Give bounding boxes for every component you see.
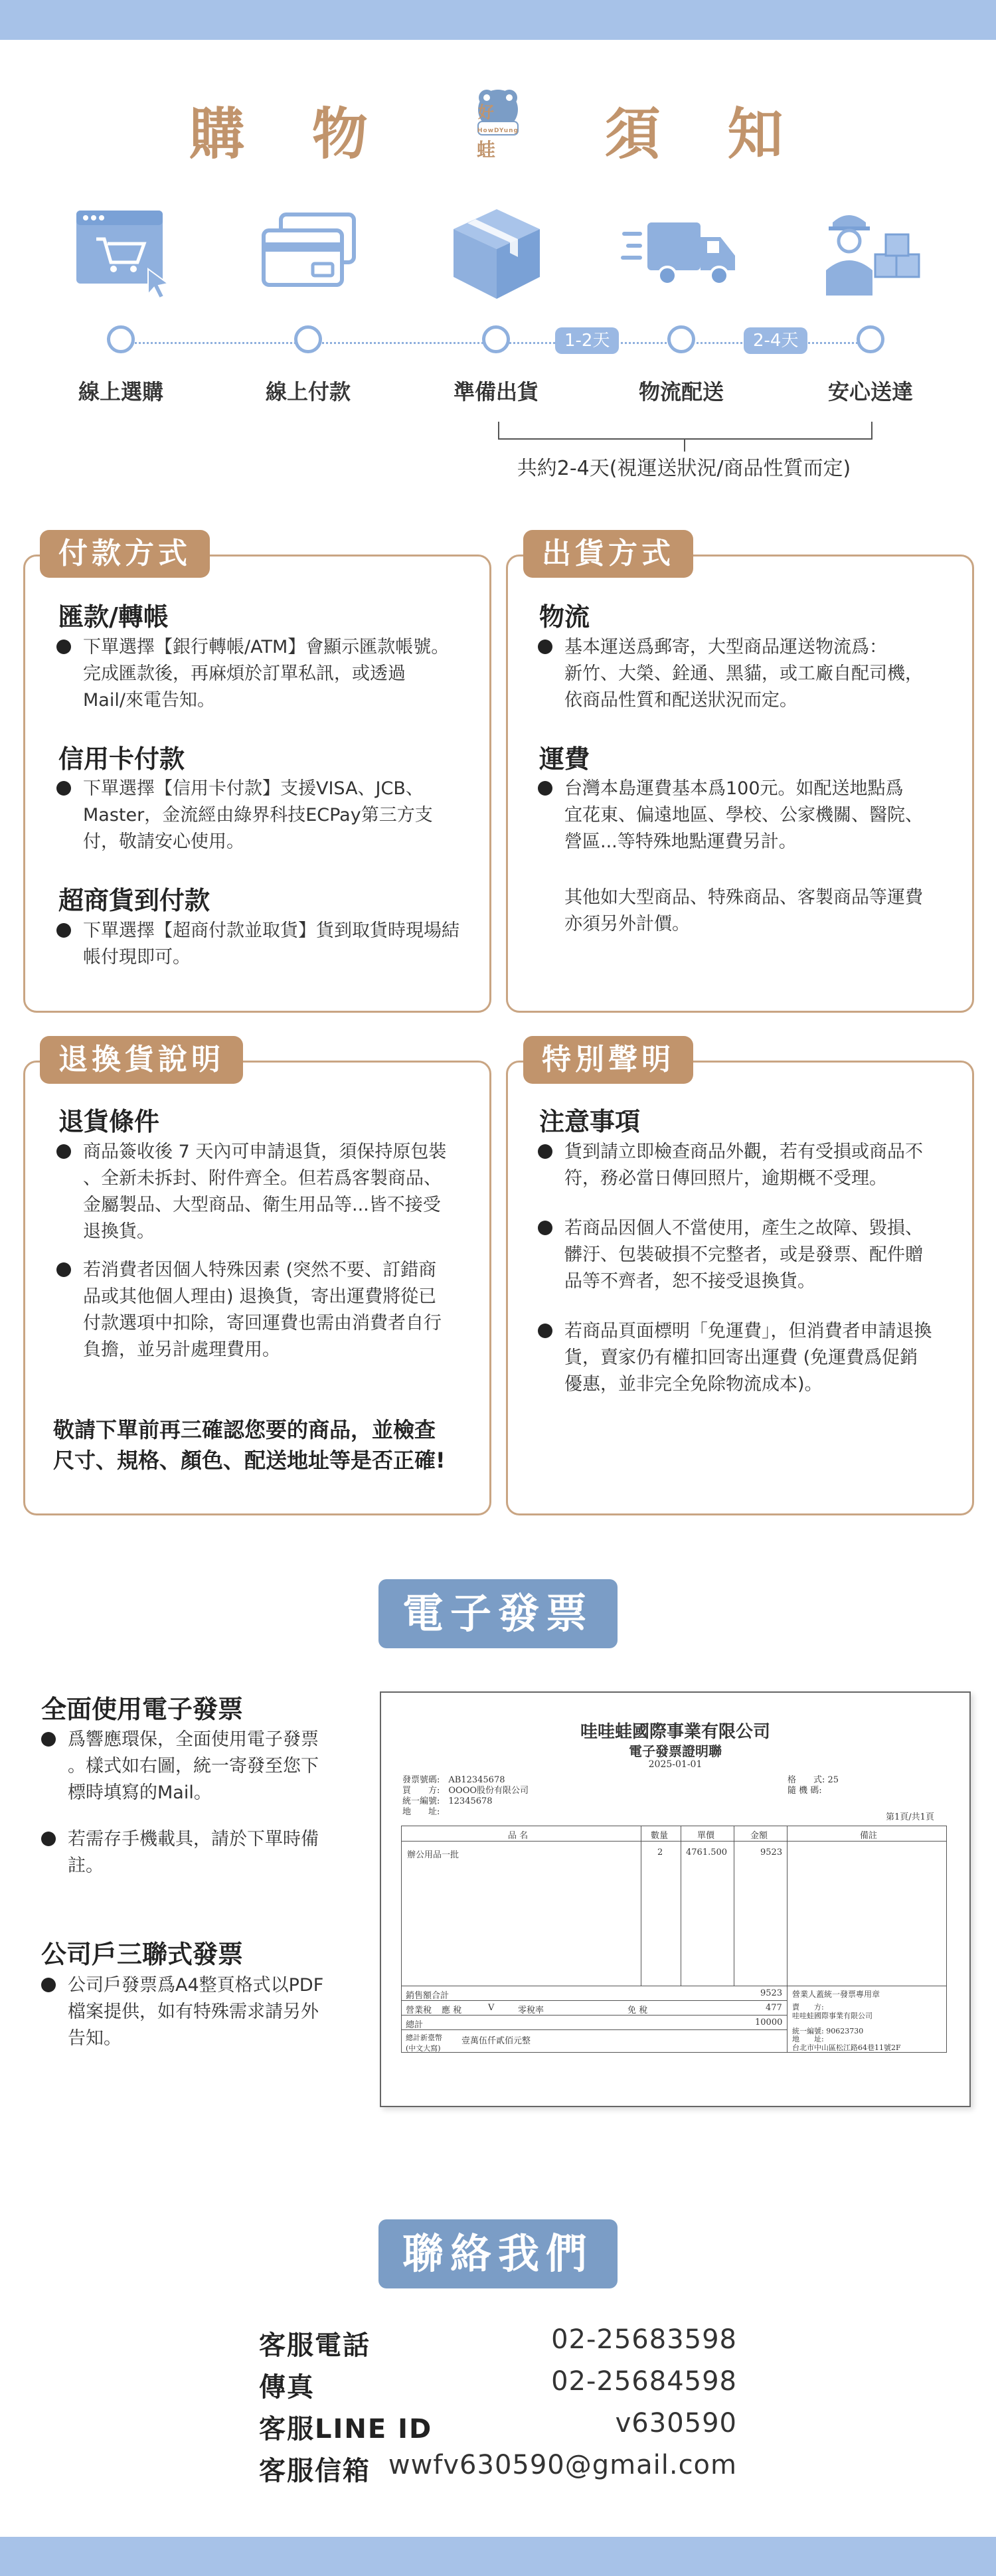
col-header-qty: 數量 bbox=[651, 1831, 669, 1841]
payment-item-transfer: 下單選擇【銀行轉帳/ATM】會顯示匯款帳號。 完成匯款後，再麻煩於訂單私訊，或透過 Mail/來電告知。 bbox=[56, 634, 481, 714]
shipping-item-fee: 台灣本島運費基本爲100元。如配送地點爲 宜花東、偏遠地區、學校、公家機關、醫院、 營區...等特殊地點運費另計。 bbox=[538, 776, 963, 855]
timeline-dot bbox=[294, 325, 322, 353]
stamp-seller: 賣 方: 哇哇蛙國際事業有限公司 bbox=[792, 2003, 872, 2020]
total-label: 總計 bbox=[406, 2020, 424, 2030]
bullet bbox=[538, 1324, 552, 1338]
row-item-name: 辦公用品一批 bbox=[407, 1850, 459, 1860]
duration-note: 共約2-4天(視運送狀況/商品性質而定) bbox=[517, 457, 851, 480]
einvoice-item-eco: 爲響應環保，全面使用電子發票 。樣式如右圖，統一寄發至您下 標時填寫的Mail。 bbox=[41, 1727, 353, 1806]
notice-item-misuse: 若商品因個人不當使用，產生之故障、毀損、 髒汙、包裝破損不完整者，或是發票、配件贈 品等不齊者，恕不接受退換貨。 bbox=[538, 1215, 963, 1295]
bullet bbox=[41, 1832, 56, 1846]
contact-email-value[interactable]: wwfv630590@gmail.com bbox=[388, 2450, 737, 2480]
row-item-amount: 9523 bbox=[760, 1847, 783, 1857]
stamp-seller-address: 地 址: 台北市中山區松江路64巷11號2F bbox=[792, 2035, 901, 2052]
courier-icon bbox=[815, 203, 922, 302]
payment-heading-transfer: 匯款/轉帳 bbox=[58, 602, 169, 632]
duration-tag-2: 2-4天 bbox=[744, 327, 807, 354]
top-banner bbox=[0, 0, 996, 40]
bullet bbox=[56, 1144, 71, 1159]
col-header-note: 備註 bbox=[860, 1831, 878, 1841]
einvoice-header: 電子發票 bbox=[378, 1579, 618, 1648]
notice-item-inspect: 貨到請立即檢查商品外觀，若有受損或商品不 符，務必當日傳回照片，逾期概不受理。 bbox=[538, 1139, 963, 1192]
step-label-delivery: 物流配送 bbox=[638, 379, 724, 404]
invoice-title: 電子發票證明聯 bbox=[629, 1743, 722, 1759]
contact-header: 聯絡我們 bbox=[378, 2219, 618, 2288]
bullet bbox=[41, 1732, 56, 1747]
shipping-heading-fee: 運費 bbox=[539, 744, 590, 774]
contact-line-label: 客服LINE ID bbox=[259, 2414, 433, 2445]
shipping-heading-logistics: 物流 bbox=[539, 602, 590, 632]
mascot-sub: HowDYung bbox=[477, 128, 519, 134]
credit-card-icon bbox=[256, 203, 362, 302]
mascot-char-bottom: 蛙 bbox=[476, 139, 520, 161]
col-header-amount: 金額 bbox=[750, 1831, 768, 1841]
bottom-banner bbox=[0, 2537, 996, 2576]
timeline-dot bbox=[667, 325, 695, 353]
returns-heading: 退貨條件 bbox=[58, 1107, 160, 1136]
contact-phone-value[interactable]: 02-25683598 bbox=[551, 2324, 737, 2355]
payment-heading-card: 信用卡付款 bbox=[58, 744, 185, 774]
contact-email-label: 客服信箱 bbox=[259, 2456, 371, 2486]
words-value: 壹萬伍仟貳佰元整 bbox=[461, 2036, 531, 2046]
payment-item-card: 下單選擇【信用卡付款】支援VISA、JCB、 Master，金流經由綠界科技ECPay第三方支 付，敬請安心使用。 bbox=[56, 776, 481, 855]
step-label-prepare: 準備出貨 bbox=[453, 379, 539, 404]
title-left: 購 物 bbox=[189, 101, 392, 167]
words-label: 總計新臺幣(中文大寫) bbox=[406, 2033, 442, 2053]
stamp-seller-id: 統一編號: 90623730 bbox=[792, 2027, 864, 2035]
timeline-dot bbox=[107, 325, 135, 353]
bullet bbox=[56, 923, 71, 938]
returns-item-personal: 若消費者因個人特殊因素 (突然不要、訂錯商 品或其他個人理由) 退換貨，寄出運費將從已 付款選項中扣除，寄回運費也需由消費者自行 負擔，並另計處理費用。 bbox=[56, 1257, 481, 1363]
notice-item-freeship: 若商品頁面標明「免運費」，但消費者申請退換 貨，賣家仍有權扣回寄出運費 (免運費爲促銷 優惠，並非完全免除物流成本)。 bbox=[538, 1318, 963, 1398]
frog-mascot-logo bbox=[461, 83, 535, 176]
returns-warning: 敬請下單前再三確認您要的商品，並檢查 尺寸、規格、顏色、配送地址等是否正確! bbox=[53, 1417, 446, 1473]
payment-item-cod: 下單選擇【超商付款並取貨】貨到取貨時現場結 帳付現即可。 bbox=[56, 918, 481, 971]
tax-col-taxable: 應 稅 bbox=[442, 2006, 462, 2016]
contact-fax-value: 02-25684598 bbox=[551, 2366, 737, 2397]
page-title bbox=[0, 83, 996, 176]
payment-heading-cod: 超商貨到付款 bbox=[58, 886, 210, 915]
tax-col-exempt: 免 稅 bbox=[627, 2006, 648, 2016]
online-shop-icon bbox=[70, 203, 176, 302]
contact-phone-label: 客服電話 bbox=[259, 2330, 371, 2361]
shipping-extra-note: 其他如大型商品、特殊商品、客製商品等運費 亦須另外計價。 bbox=[564, 887, 923, 934]
bullet bbox=[538, 781, 552, 796]
bullet bbox=[41, 1978, 56, 1992]
step-label-arrive: 安心送達 bbox=[827, 379, 913, 404]
bracket-tick bbox=[684, 438, 685, 452]
tax-col-zero: 零稅率 bbox=[518, 2006, 544, 2016]
einvoice-all-heading: 全面使用電子發票 bbox=[41, 1695, 244, 1724]
invoice-date: 2025-01-01 bbox=[648, 1759, 703, 1770]
shipping-item-logistics: 基本運送爲郵寄，大型商品運送物流爲： 新竹、大榮、銓通、黑貓，或工廠自配司機， 依商品性質和配送狀況而定。 bbox=[538, 634, 963, 714]
invoice-company: 哇哇蛙國際事業有限公司 bbox=[580, 1722, 770, 1742]
timeline-dot bbox=[482, 325, 510, 353]
shipping-tab: 出貨方式 bbox=[523, 530, 693, 578]
bullet bbox=[538, 640, 552, 654]
step-label-shop: 線上選購 bbox=[78, 379, 163, 404]
package-icon bbox=[444, 203, 550, 302]
einvoice-item-company: 公司戶發票爲A4整頁格式以PDF 檔案提供，如有特殊需求請另外 告知。 bbox=[41, 1972, 353, 2052]
contact-fax-label: 傳真 bbox=[259, 2372, 315, 2403]
contact-line-value[interactable]: v630590 bbox=[615, 2408, 737, 2439]
bullet bbox=[56, 781, 71, 796]
total-value: 10000 bbox=[755, 2018, 783, 2027]
returns-item-7days: 商品簽收後 7 天內可申請退貨，須保持原包裝 、全新未拆封、附件齊全。但若爲客製商品、 金屬製品、大型商品、衛生用品等...皆不接受 退換貨。 bbox=[56, 1139, 481, 1245]
payment-tab: 付款方式 bbox=[40, 530, 210, 578]
bullet bbox=[538, 1144, 552, 1159]
row-item-price: 4761.500 bbox=[686, 1847, 728, 1857]
col-header-name: 品 名 bbox=[508, 1831, 529, 1841]
duration-tag-1: 1-2天 bbox=[555, 327, 619, 354]
col-header-price: 單價 bbox=[697, 1831, 715, 1841]
invoice-meta-right: 格 式: 25 隨 機 碼: bbox=[788, 1775, 839, 1796]
invoice-page: 第1頁/共1頁 bbox=[886, 1812, 934, 1822]
title-right: 須 知 bbox=[604, 101, 807, 167]
tax-col-mark: V bbox=[488, 2003, 495, 2013]
notice-heading: 注意事項 bbox=[539, 1107, 641, 1136]
tax-label: 營業稅 bbox=[406, 2006, 432, 2016]
invoice-meta-left: 發票號碼: AB12345678 買 方: OOOO股份有限公司 統一編號: 12345678 地 址: bbox=[402, 1775, 529, 1817]
bullet bbox=[56, 640, 71, 654]
timeline-dot bbox=[857, 325, 884, 353]
bullet bbox=[538, 1221, 552, 1235]
step-label-pay: 線上付款 bbox=[265, 379, 351, 404]
duration-bracket bbox=[498, 422, 872, 440]
invoice-table bbox=[401, 1826, 947, 2053]
subtotal-label: 銷售額合計 bbox=[406, 1991, 450, 2001]
delivery-truck-icon bbox=[621, 203, 727, 302]
stamp-title: 營業人蓋統一發票專用章 bbox=[792, 1990, 880, 1999]
notice-tab: 特別聲明 bbox=[523, 1036, 693, 1084]
einvoice-item-carrier: 若需存手機載具，請於下單時備 註。 bbox=[41, 1826, 353, 1879]
bullet bbox=[56, 1262, 71, 1277]
invoice-sample bbox=[380, 1691, 971, 2107]
row-item-qty: 2 bbox=[657, 1847, 663, 1857]
subtotal-value: 9523 bbox=[760, 1988, 783, 1998]
mascot-char-top: 好 bbox=[478, 103, 518, 122]
returns-tab: 退換貨說明 bbox=[40, 1036, 243, 1084]
einvoice-company-heading: 公司戶三聯式發票 bbox=[41, 1940, 244, 1969]
tax-value: 477 bbox=[766, 2003, 782, 2013]
